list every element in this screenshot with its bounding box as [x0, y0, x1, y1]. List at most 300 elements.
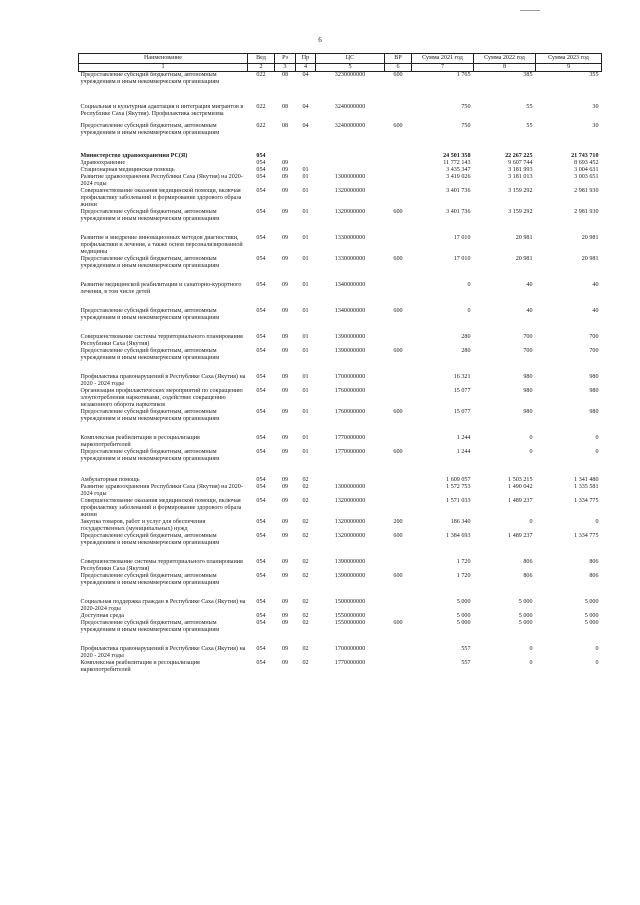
cell-ved: 054	[256, 388, 266, 394]
cell-ved: 054	[256, 235, 266, 241]
cell-cs: 3240000000	[334, 123, 366, 129]
cell-rz: 09	[281, 484, 289, 490]
cell-ved: 054	[256, 573, 266, 579]
cell-ved: 022	[256, 72, 266, 78]
cell-sum-2021: 3 401 736	[446, 209, 471, 215]
cell-rz: 09	[281, 477, 289, 483]
header-row	[79, 54, 602, 64]
cell-vr	[385, 104, 412, 118]
cell-sum-2022: 1 503 215	[508, 477, 533, 483]
cell-pr: 02	[302, 484, 309, 490]
cell-sum-2023: 980	[589, 374, 599, 380]
header-name: Наименование	[79, 54, 248, 64]
table-row	[79, 449, 602, 463]
cell-sum-2021: 1 720	[456, 573, 471, 579]
cell-ved: 054	[256, 209, 266, 215]
cell-sum-2023: 980	[589, 388, 599, 394]
cell-sum-2023: 0	[595, 519, 599, 525]
cell-vr	[385, 484, 412, 498]
cell-rz: 09	[281, 308, 289, 314]
cell-name: Совершенствование оказания медицинской помощи, включая профилактику заболеваний и формирование здорового образа жизни	[80, 498, 242, 518]
cell-cs: 1700000000	[334, 374, 366, 380]
cell-name: Предоставление субсидий бюджетным, автономным учреждениям и иным некоммерческим организациям	[80, 409, 220, 422]
table-row	[79, 282, 602, 296]
spacer-cell	[79, 223, 602, 235]
cell-sum-2023: 980	[589, 409, 599, 415]
cell-name: Закупка товаров, работ и услуг для обеспечения государственных (муниципальных) нужд	[80, 519, 206, 532]
cell-sum-2022: 3 181 013	[508, 174, 533, 180]
cell-vr: 600	[393, 533, 403, 539]
table-row	[79, 374, 602, 388]
cell-pr: 04	[302, 123, 309, 129]
cell-cs: 1320000000	[334, 498, 366, 504]
cell-name: Предоставление субсидий бюджетным, автономным учреждениям и иным некоммерческим организациям	[80, 308, 220, 321]
cell-cs: 1700000000	[334, 646, 366, 652]
cell-cs: 1300000000	[334, 174, 366, 180]
cell-name: Социальная и культурная адаптация и интеграция мигрантов в Республике Саха (Якутия). Профилактика экстремизма	[80, 104, 244, 117]
cell-ved: 054	[256, 160, 266, 166]
cell-pr: 01	[302, 167, 309, 173]
cell-pr: 04	[302, 104, 309, 110]
cell-ved: 054	[256, 409, 266, 415]
cell-pr: 02	[302, 599, 309, 605]
spacer-cell	[79, 322, 602, 334]
table-header	[79, 54, 602, 72]
cell-pr	[296, 160, 316, 167]
row-spacer	[79, 634, 602, 646]
cell-vr: 600	[393, 449, 403, 455]
table-row	[79, 646, 602, 660]
cell-sum-2023: 5 000	[584, 613, 599, 619]
cell-name: Предоставление субсидий бюджетным, автономным учреждениям и иным некоммерческим организациям	[80, 72, 220, 85]
cell-ved: 054	[256, 477, 266, 483]
row-spacer	[79, 587, 602, 599]
cell-rz: 09	[281, 235, 289, 241]
cell-cs: 1320000000	[334, 519, 366, 525]
cell-vr	[385, 477, 412, 484]
header-number: 8	[474, 64, 536, 72]
cell-vr: 600	[393, 573, 403, 579]
spacer-cell	[79, 296, 602, 308]
cell-name: Предоставление субсидий бюджетным, автономным учреждениям и иным некоммерческим организациям	[80, 449, 220, 462]
header-number: 4	[296, 64, 316, 72]
spacer-cell	[79, 634, 602, 646]
cell-sum-2021: 557	[461, 660, 471, 666]
cell-rz: 09	[281, 660, 289, 666]
table-row	[79, 533, 602, 547]
cell-sum-2022: 0	[529, 449, 533, 455]
cell-pr: 02	[302, 559, 309, 565]
cell-sum-2023: 3 003 651	[574, 174, 599, 180]
cell-pr: 02	[302, 646, 309, 652]
cell-ved: 022	[256, 123, 266, 129]
cell-cs: 1550000000	[334, 613, 366, 619]
cell-sum-2022: 9 607 744	[508, 160, 533, 166]
cell-sum-2021: 0	[467, 308, 471, 314]
cell-name: Совершенствование системы территориального планирования Республики Саха (Якутия)	[80, 559, 243, 572]
cell-pr: 02	[302, 613, 309, 619]
cell-rz: 09	[281, 519, 289, 525]
cell-rz: 08	[281, 104, 289, 110]
cell-sum-2022: 700	[523, 334, 533, 340]
cell-cs: 1390000000	[334, 559, 366, 565]
header-number: 9	[536, 64, 602, 72]
table-row	[79, 498, 602, 519]
cell-vr	[385, 435, 412, 449]
cell-pr: 01	[302, 256, 309, 262]
table-row	[79, 660, 602, 674]
header-number: 7	[412, 64, 474, 72]
cell-sum-2023: 20 981	[581, 256, 599, 262]
cell-sum-2023: 0	[595, 660, 599, 666]
cell-cs: 1390000000	[334, 334, 366, 340]
cell-cs	[316, 153, 385, 160]
cell-cs: 1320000000	[334, 533, 366, 539]
header-rz: Рз	[275, 54, 296, 64]
cell-rz: 09	[281, 374, 289, 380]
cell-sum-2023: 0	[595, 449, 599, 455]
header-ved: Вед	[248, 54, 275, 64]
cell-ved: 054	[256, 174, 266, 180]
cell-sum-2021: 5 000	[456, 620, 471, 626]
cell-vr: 600	[393, 72, 403, 78]
cell-rz: 09	[281, 334, 289, 340]
cell-sum-2023: 1 334 775	[574, 533, 599, 539]
cell-name: Социальная поддержка граждан в Республике Саха (Якутия) на 2020-2024 годы	[80, 599, 246, 612]
cell-pr: 01	[302, 435, 309, 441]
cell-sum-2022: 3 159 292	[508, 209, 533, 215]
cell-cs: 1760000000	[334, 409, 366, 415]
cell-pr: 02	[302, 477, 309, 483]
cell-sum-2022: 980	[523, 388, 533, 394]
table-row	[79, 388, 602, 409]
cell-pr: 02	[302, 533, 309, 539]
cell-cs: 1390000000	[334, 573, 366, 579]
cell-rz: 09	[281, 646, 289, 652]
cell-sum-2021: 5 000	[456, 613, 471, 619]
cell-sum-2022: 55	[526, 104, 533, 110]
cell-sum-2022: 5 000	[518, 620, 533, 626]
cell-name: Развитие здравоохранения Республики Саха (Якутия) на 2020-2024 годы	[80, 174, 243, 187]
cell-sum-2023: 3 004 631	[574, 167, 599, 173]
cell-ved: 054	[256, 348, 266, 354]
cell-sum-2022: 3 181 993	[508, 167, 533, 173]
cell-name: Совершенствование оказания медицинской помощи, включая профилактику заболеваний и формирование здорового образа жизни	[80, 188, 242, 208]
cell-sum-2023: 2 981 930	[574, 188, 599, 194]
cell-pr: 01	[302, 188, 309, 194]
cell-sum-2021: 3 401 736	[446, 188, 471, 194]
row-spacer	[79, 86, 602, 104]
header-number: 6	[385, 64, 412, 72]
cell-ved: 054	[256, 282, 266, 288]
cell-vr	[385, 498, 412, 519]
cell-rz: 09	[281, 620, 289, 626]
cell-cs: 1320000000	[334, 209, 366, 215]
cell-sum-2021: 750	[461, 123, 471, 129]
cell-cs: 1500000000	[334, 599, 366, 605]
cell-sum-2022: 20 981	[515, 235, 533, 241]
cell-sum-2021: 1 720	[456, 559, 471, 565]
cell-sum-2023: 5 000	[584, 620, 599, 626]
cell-rz: 09	[281, 174, 289, 180]
cell-rz: 09	[281, 613, 289, 619]
cell-cs: 3230000000	[334, 72, 366, 78]
cell-sum-2021: 3 435 347	[446, 167, 471, 173]
row-spacer	[79, 322, 602, 334]
cell-ved: 054	[256, 334, 266, 340]
cell-vr	[385, 599, 412, 613]
cell-sum-2022: 22 267 225	[505, 153, 533, 159]
cell-ved: 054	[256, 620, 266, 626]
cell-sum-2021: 15 077	[453, 409, 471, 415]
header-number: 2	[248, 64, 275, 72]
cell-sum-2023: 20 981	[581, 235, 599, 241]
cell-vr	[385, 559, 412, 573]
cell-vr	[385, 167, 412, 174]
row-spacer	[79, 270, 602, 282]
cell-rz: 09	[281, 167, 289, 173]
cell-name: Профилактика правонарушений в Республике Саха (Якутия) на 2020 - 2024 годы	[80, 374, 246, 387]
cell-ved: 054	[256, 646, 266, 652]
cell-sum-2023: 806	[589, 573, 599, 579]
row-spacer	[79, 362, 602, 374]
cell-name: Комплексная реабилитация и ресоциализация наркопотребителей	[80, 660, 200, 673]
cell-sum-2021: 24 501 358	[443, 153, 471, 159]
cell-rz: 09	[281, 256, 289, 262]
cell-sum-2021: 17 010	[453, 235, 471, 241]
cell-sum-2022: 0	[529, 519, 533, 525]
table-row	[79, 188, 602, 209]
cell-ved: 054	[256, 374, 266, 380]
cell-rz: 09	[281, 599, 289, 605]
cell-rz: 09	[281, 409, 289, 415]
cell-rz: 09	[281, 449, 289, 455]
cell-sum-2022: 55	[526, 123, 533, 129]
cell-sum-2021: 5 000	[456, 599, 471, 605]
cell-sum-2022: 806	[523, 559, 533, 565]
cell-rz: 08	[281, 72, 289, 78]
cell-rz: 09	[281, 388, 289, 394]
budget-table	[78, 53, 602, 674]
cell-name: Развитие здравоохранения Республики Саха (Якутия) на 2020-2024 годы	[80, 484, 243, 497]
cell-sum-2022: 806	[523, 573, 533, 579]
cell-pr: 01	[302, 449, 309, 455]
cell-vr	[385, 160, 412, 167]
cell-cs: 1550000000	[334, 620, 366, 626]
row-spacer	[79, 463, 602, 477]
cell-ved: 054	[256, 449, 266, 455]
cell-sum-2023: 5 000	[584, 599, 599, 605]
cell-sum-2023: 8 693 452	[574, 160, 599, 166]
cell-ved: 054	[256, 167, 266, 173]
cell-name: Стационарная медицинская помощь	[80, 167, 175, 173]
cell-sum-2023: 700	[589, 348, 599, 354]
cell-sum-2021: 1 609 057	[446, 477, 471, 483]
cell-sum-2021: 17 010	[453, 256, 471, 262]
cell-name: Профилактика правонарушений в Республике Саха (Якутия) на 2020 - 2024 годы	[80, 646, 246, 659]
cell-cs: 3240000000	[334, 104, 366, 110]
cell-name: Предоставление субсидий бюджетным, автономным учреждениям и иным некоммерческим организациям	[80, 533, 220, 546]
cell-rz: 09	[281, 573, 289, 579]
cell-vr	[385, 660, 412, 674]
cell-sum-2023: 40	[592, 308, 599, 314]
header-sum-2022: Сумма 2022 год	[474, 54, 536, 64]
cell-rz: 09	[281, 559, 289, 565]
cell-sum-2021: 15 077	[453, 388, 471, 394]
cell-sum-2023: 700	[589, 334, 599, 340]
cell-sum-2023: 1 341 480	[574, 477, 599, 483]
cell-sum-2022: 385	[523, 72, 533, 78]
cell-pr: 01	[302, 174, 309, 180]
cell-vr: 200	[393, 519, 403, 525]
cell-cs: 1760000000	[334, 388, 366, 394]
cell-sum-2023: 0	[595, 435, 599, 441]
cell-name: Предоставление субсидий бюджетным, автономным учреждениям и иным некоммерческим организациям	[80, 573, 220, 586]
cell-cs: 1330000000	[334, 235, 366, 241]
spacer-cell	[79, 86, 602, 104]
cell-vr	[385, 153, 412, 160]
cell-pr: 01	[302, 209, 309, 215]
cell-name: Развитие медицинской реабилитации и санаторно-курортного лечения, в том числе детей	[80, 282, 242, 295]
cell-sum-2023: 40	[592, 282, 599, 288]
table-row	[79, 559, 602, 573]
cell-sum-2021: 11 772 143	[443, 160, 471, 166]
cell-name: Предоставление субсидий бюджетным, автономным учреждениям и иным некоммерческим организациям	[80, 123, 220, 136]
cell-cs: 1770000000	[334, 449, 366, 455]
cell-pr: 02	[302, 573, 309, 579]
cell-pr: 04	[302, 72, 309, 78]
table-row	[79, 573, 602, 587]
cell-sum-2022: 0	[529, 660, 533, 666]
cell-sum-2023: 355	[589, 72, 599, 78]
table-row	[79, 153, 602, 160]
cell-rz: 08	[281, 123, 289, 129]
cell-cs	[316, 160, 385, 167]
cell-vr	[385, 613, 412, 620]
header-number: 5	[316, 64, 385, 72]
cell-pr	[296, 153, 316, 160]
table-row	[79, 235, 602, 256]
cell-name: Министерство здравоохранения РС(Я)	[80, 153, 188, 159]
cell-ved: 054	[256, 559, 266, 565]
cell-name: Здравоохранение	[80, 160, 126, 166]
cell-pr: 01	[302, 282, 309, 288]
cell-name: Предоставление субсидий бюджетным, автономным учреждениям и иным некоммерческим организациям	[80, 620, 220, 633]
cell-sum-2023: 30	[592, 104, 599, 110]
row-spacer	[79, 137, 602, 153]
cell-pr: 01	[302, 235, 309, 241]
cell-vr	[385, 188, 412, 209]
cell-ved: 054	[256, 533, 266, 539]
cell-pr: 02	[302, 620, 309, 626]
cell-sum-2023: 21 743 710	[571, 153, 599, 159]
cell-vr	[385, 174, 412, 188]
spacer-cell	[79, 463, 602, 477]
cell-sum-2021: 1 571 033	[446, 498, 471, 504]
table-row	[79, 435, 602, 449]
header-vr: ВР	[385, 54, 412, 64]
table-row	[79, 519, 602, 533]
table-row	[79, 209, 602, 223]
cell-sum-2022: 20 981	[515, 256, 533, 262]
cell-ved: 054	[256, 599, 266, 605]
cell-vr	[385, 282, 412, 296]
table-row	[79, 123, 602, 137]
cell-sum-2021: 1 244	[456, 435, 471, 441]
table-row	[79, 348, 602, 362]
spacer-cell	[79, 137, 602, 153]
table-row	[79, 484, 602, 498]
cell-rz: 09	[281, 435, 289, 441]
cell-ved: 054	[256, 308, 266, 314]
cell-ved: 054	[256, 188, 266, 194]
cell-cs: 1770000000	[334, 660, 366, 666]
cell-sum-2021: 16 321	[453, 374, 471, 380]
table-row	[79, 477, 602, 484]
cell-vr: 600	[393, 348, 403, 354]
cell-sum-2021: 3 419 026	[446, 174, 471, 180]
cell-ved: 022	[256, 104, 266, 110]
cell-vr: 600	[393, 209, 403, 215]
cell-cs: 1340000000	[334, 282, 366, 288]
cell-sum-2022: 1 489 237	[508, 533, 533, 539]
cell-pr: 02	[302, 660, 309, 666]
cell-cs: 1330000000	[334, 256, 366, 262]
table-row	[79, 256, 602, 270]
cell-sum-2022: 5 000	[518, 613, 533, 619]
cell-ved: 054	[256, 153, 266, 159]
table-row	[79, 72, 602, 87]
cell-pr: 01	[302, 409, 309, 415]
cell-rz: 09	[281, 533, 289, 539]
cell-rz: 09	[281, 282, 289, 288]
cell-sum-2023: 2 981 930	[574, 209, 599, 215]
cell-sum-2021: 1 572 753	[446, 484, 471, 490]
cell-rz: 09	[281, 348, 289, 354]
row-spacer	[79, 423, 602, 435]
page-number: 6	[318, 36, 322, 44]
cell-pr: 01	[302, 388, 309, 394]
cell-vr: 600	[393, 409, 403, 415]
cell-name: Организация профилактических мероприятий по сокращению злоупотребления наркотиками, содействие сокращению незаконного оборота наркотиков	[80, 388, 243, 408]
table-body	[79, 72, 602, 675]
cell-ved: 054	[256, 435, 266, 441]
table-row	[79, 613, 602, 620]
table-row	[79, 104, 602, 118]
table-row	[79, 599, 602, 613]
cell-sum-2021: 1 765	[456, 72, 471, 78]
row-spacer	[79, 223, 602, 235]
cell-vr	[385, 235, 412, 256]
spacer-cell	[79, 547, 602, 559]
header-number-row	[79, 64, 602, 72]
table-row	[79, 620, 602, 634]
header-sum-2021: Сумма 2021 год	[412, 54, 474, 64]
header-cs: ЦС	[316, 54, 385, 64]
cell-sum-2023: 30	[592, 123, 599, 129]
spacer-cell	[79, 362, 602, 374]
cell-pr: 02	[302, 498, 309, 504]
cell-name: Амбулаторная помощь	[80, 477, 140, 483]
cell-rz: 09	[281, 498, 289, 504]
cell-sum-2022: 0	[529, 646, 533, 652]
cell-sum-2021: 557	[461, 646, 471, 652]
cell-cs: 1340000000	[334, 308, 366, 314]
cell-cs: 1320000000	[334, 188, 366, 194]
cell-pr: 01	[302, 308, 309, 314]
cell-ved: 054	[256, 660, 266, 666]
cell-sum-2023: 1 334 775	[574, 498, 599, 504]
